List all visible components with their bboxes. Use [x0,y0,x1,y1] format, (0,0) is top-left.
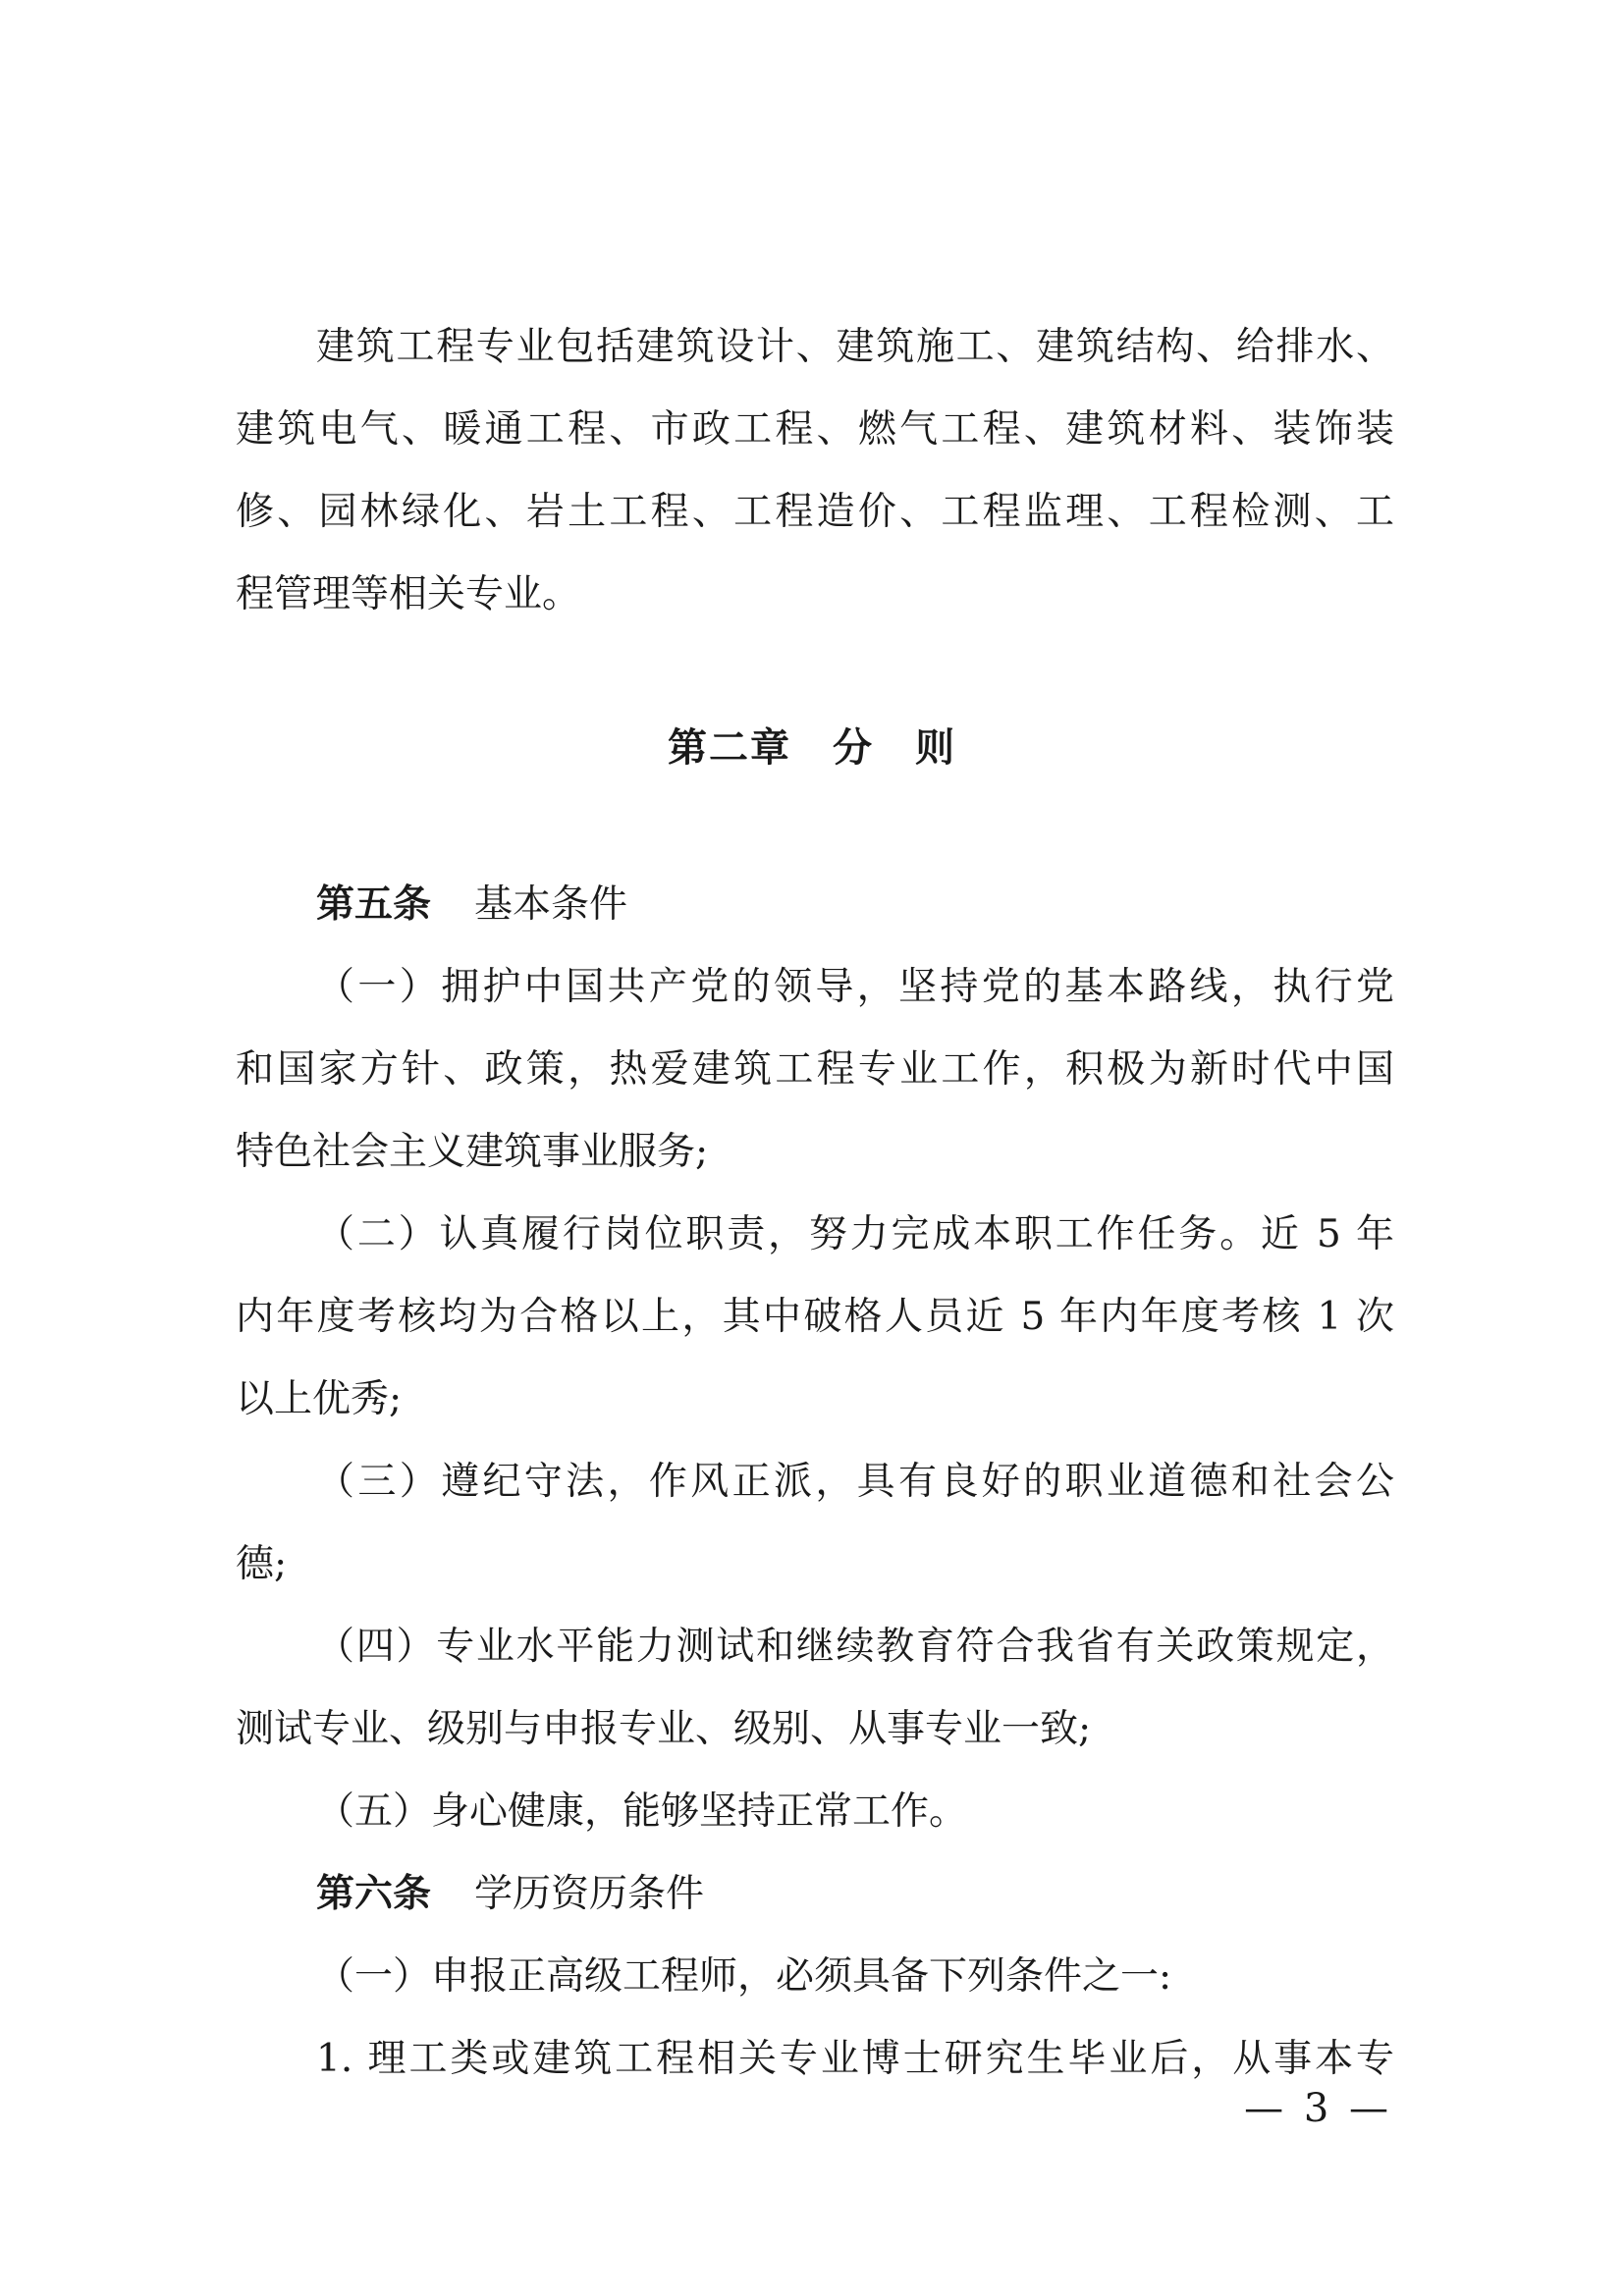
article-5-item-5-line-1: （五）身心健康，能够坚持正常工作。 [316,1789,968,1834]
intro-line-1: 建筑工程专业包括建筑设计、建筑施工、建筑结构、给排水、 [316,325,1394,369]
article-5-item-3-line-2: 德; [236,1542,288,1586]
article-5-item-4-line-2: 测试专业、级别与申报专业、级别、从事专业一致; [236,1707,1092,1751]
article-5-heading [316,864,627,946]
article-5-item-4-line-1: （四）专业水平能力测试和继续教育符合我省有关政策规定， [316,1625,1394,1669]
article-6-subheading: （一）申报正高级工程师，必须具备下列条件之一: [316,1954,1172,1999]
article-5-label: 第五条 [316,882,432,927]
article-6-label: 第六条 [316,1872,432,1916]
article-6-item-1-line-1: 1. 理工类或建筑工程相关专业博士研究生毕业后，从事本专 [316,2037,1394,2081]
article-5-title: 基本条件 [474,882,628,927]
intro-line-4: 程管理等相关专业。 [236,572,581,616]
intro-line-2: 建筑电气、暖通工程、市政工程、燃气工程、建筑材料、装饰装 [236,407,1394,452]
chapter-heading: 第二章 分 则 [668,725,956,771]
article-6-title: 学历资历条件 [474,1872,705,1916]
article-5-item-2-line-1: （二）认真履行岗位职责，努力完成本职工作任务。近 5 年 [316,1212,1394,1256]
article-5-item-1-line-1: （一）拥护中国共产党的领导，坚持党的基本路线，执行党 [316,965,1394,1009]
article-5-item-2-line-2: 内年度考核均为合格以上，其中破格人员近 5 年内年度考核 1 次 [236,1295,1394,1339]
intro-line-3: 修、园林绿化、岩土工程、工程造价、工程监理、工程检测、工 [236,490,1394,534]
article-5-item-1-line-2: 和国家方针、政策，热爱建筑工程专业工作，积极为新时代中国 [236,1047,1394,1092]
article-5-item-2-line-3: 以上优秀; [236,1377,403,1421]
article-5-item-1-line-3: 特色社会主义建筑事业服务; [236,1130,709,1174]
article-5-item-3-line-1: （三）遵纪守法，作风正派，具有良好的职业道德和社会公 [316,1460,1394,1504]
page-number: — 3 — [1244,2086,1392,2131]
article-6-heading [316,1853,704,1936]
